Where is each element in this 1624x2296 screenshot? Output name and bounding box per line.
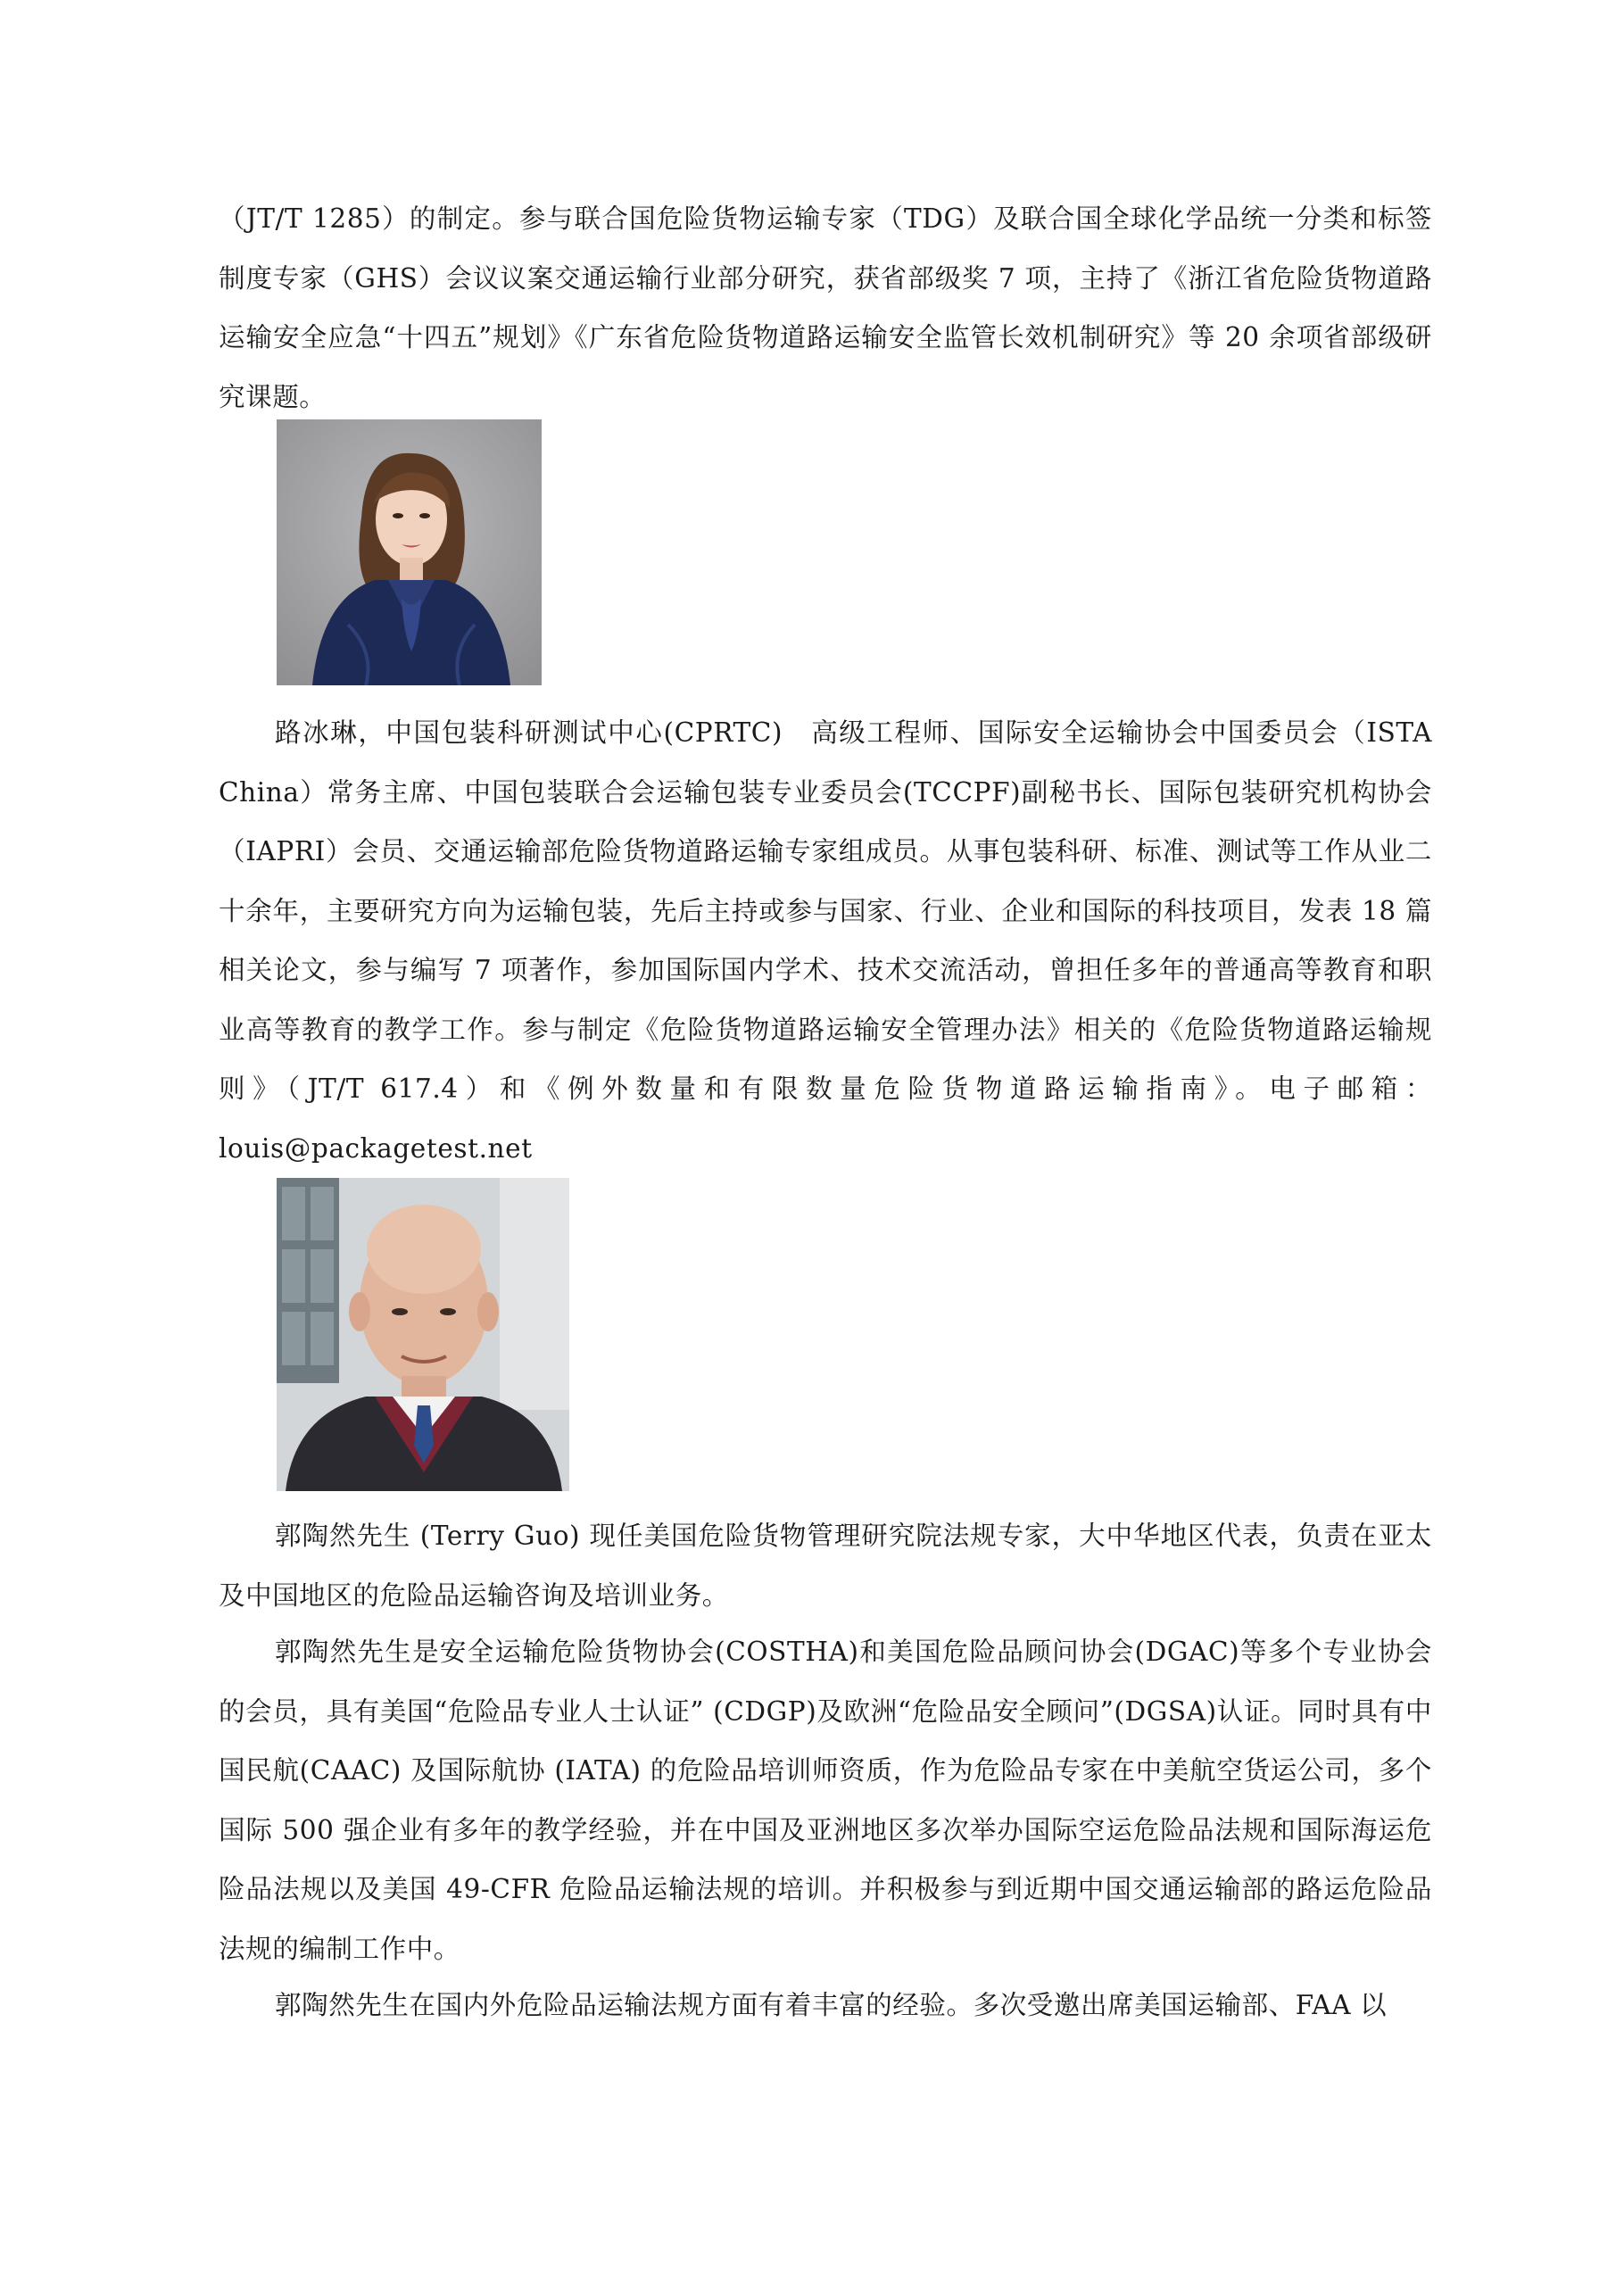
paragraph-terry-guo-experience: 郭陶然先生在国内外危险品运输法规方面有着丰富的经验。多次受邀出席美国运输部、FAA 以: [275, 1990, 1388, 2020]
paragraph-standards-research: （JT/T 1285）的制定。参与联合国危险货物运输专家（TDG）及联合国全球化学品统一分类和标签制度专家（GHS）会议议案交通运输行业部分研究，获省部级奖 7 项，主持了《浙江省危险货物道路运输安全应急“十四五”规划》《广东省危险货物道路运输安全监管长效机制研究》等 20 余项省部级研究课题。: [219, 203, 1432, 412]
paragraph-lu-binglin-bio: 路冰琳，中国包装科研测试中心(CPRTC) 高级工程师、国际安全运输协会中国委员会（ISTA China）常务主席、中国包装联合会运输包装专业委员会(TCCPF)副秘书长、国际包装研究机构协会（IAPRI）会员、交通运输部危险货物道路运输专家组成员。从事包装科研、标准、测试等工作从业二十余年，主要研究方向为运输包装，先后主持或参与国家、行业、企业和国际的科技项目，发表 18 篇相关论文，参与编写 7 项著作，参加国际国内学术、技术交流活动，曾担任多年的普通高等教育和职业高等教育的教学工作。参与制定《危险货物道路运输安全管理办法》相关的《危险货物道路运输规则》（JT/T 617.4）和《例外数量和有限数量危险货物道路运输指南》。电子邮箱：louis@packagetest.net: [219, 717, 1432, 1164]
paragraph-terry-guo-intro: 郭陶然先生 (Terry Guo) 现任美国危险货物管理研究院法规专家，大中华地区代表，负责在亚太及中国地区的危险品运输咨询及培训业务。: [219, 1521, 1432, 1611]
portrait-photo-lu-binglin: [277, 419, 542, 685]
paragraph-terry-guo-qualifications: 郭陶然先生是安全运输危险货物协会(COSTHA)和美国危险品顾问协会(DGAC)等多个专业协会的会员，具有美国“危险品专业人士认证” (CDGP)及欧洲“危险品安全顾问”(DGSA)认证。同时具有中国民航(CAAC) 及国际航协 (IATA) 的危险品培训师资质，作为危险品专家在中美航空货运公司，多个国际 500 强企业有多年的教学经验，并在中国及亚洲地区多次举办国际空运危险品法规和国际海运危险品法规以及美国 49-CFR 危险品运输法规的培训。并积极参与到近期中国交通运输部的路运危险品法规的编制工作中。: [219, 1637, 1432, 1964]
portrait-photo-terry-guo: [277, 1178, 569, 1491]
